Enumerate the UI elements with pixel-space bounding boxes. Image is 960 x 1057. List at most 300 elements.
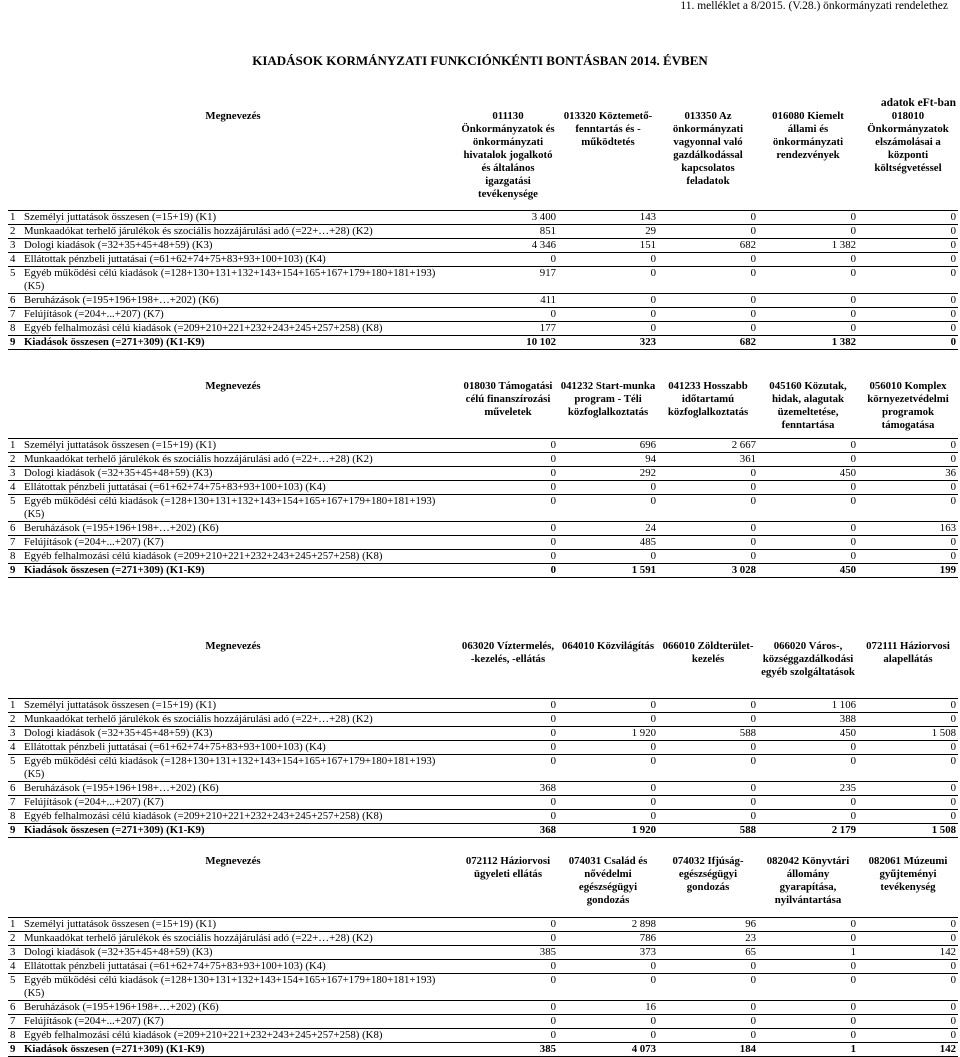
value-cell: 0 [458, 549, 558, 563]
value-cell: 1 508 [858, 823, 958, 837]
table-row [8, 307, 958, 321]
column-header-name: Megnevezés [205, 380, 261, 392]
value-cell: 0 [858, 795, 958, 809]
row-label: Dologi kiadások (=32+35+45+48+59) (K3) [22, 238, 458, 252]
value-cell: 0 [658, 698, 758, 712]
row-number: 9 [8, 335, 22, 349]
row-number: 1 [8, 698, 22, 712]
value-cell: 36 [858, 466, 958, 480]
value-cell: 0 [558, 1014, 658, 1028]
value-cell: 0 [758, 480, 858, 494]
value-cell: 0 [858, 335, 958, 349]
row-number: 8 [8, 549, 22, 563]
row-label: Beruházások (=195+196+198+…+202) (K6) [22, 521, 458, 535]
value-cell: 1 382 [758, 335, 858, 349]
value-cell: 0 [458, 494, 558, 521]
value-cell: 1 [758, 1042, 858, 1056]
column-header-name: Megnevezés [205, 110, 261, 122]
row-label: Ellátottak pénzbeli juttatásai (=61+62+74+75+83+93+100+103) (K4) [22, 959, 458, 973]
value-cell: 0 [458, 754, 558, 781]
row-label: Egyéb működési célú kiadások (=128+130+131+132+143+154+165+167+179+180+181+193) (K5) [22, 266, 458, 293]
value-cell: 0 [658, 973, 758, 1000]
value-cell: 0 [658, 224, 758, 238]
table-row [8, 224, 958, 238]
value-cell: 0 [458, 931, 558, 945]
row-label: Felújítások (=204+...+207) (K7) [22, 1014, 458, 1028]
column-header-name: Megnevezés [205, 855, 261, 867]
value-cell: 0 [658, 210, 758, 224]
value-cell: 0 [658, 1028, 758, 1042]
table-row [8, 1000, 958, 1014]
value-cell: 0 [858, 754, 958, 781]
value-cell: 323 [558, 335, 658, 349]
row-label: Ellátottak pénzbeli juttatásai (=61+62+74+75+83+93+100+103) (K4) [22, 252, 458, 266]
value-cell: 0 [558, 321, 658, 335]
value-cell: 0 [658, 1000, 758, 1014]
value-cell: 0 [758, 252, 858, 266]
row-label: Beruházások (=195+196+198+…+202) (K6) [22, 293, 458, 307]
value-cell: 0 [558, 712, 658, 726]
row-label: Munkaadókat terhelő járulékok és szociális hozzájárulási adó (=22+…+28) (K2) [22, 224, 458, 238]
value-cell: 588 [658, 726, 758, 740]
header-note: 11. melléklet a 8/2015. (V.28.) önkormányzati rendelethez [680, 0, 948, 12]
expense-table-3 [8, 640, 958, 838]
row-label: Munkaadókat terhelő járulékok és szociális hozzájárulási adó (=22+…+28) (K2) [22, 931, 458, 945]
column-header: 011130 Önkormányzatok és önkormányzati hivatalok jogalkotó és általános igazgatási tevékenysége [461, 110, 555, 200]
row-label: Egyéb felhalmozási célú kiadások (=209+210+221+232+243+245+257+258) (K8) [22, 321, 458, 335]
table-row [8, 210, 958, 224]
value-cell: 0 [858, 549, 958, 563]
row-label: Felújítások (=204+...+207) (K7) [22, 307, 458, 321]
column-header: 013320 Köztemető-fenntartás és -működtetés [563, 110, 653, 148]
expense-table-2 [8, 380, 958, 578]
value-cell: 0 [858, 452, 958, 466]
value-cell: 24 [558, 521, 658, 535]
value-cell: 0 [658, 321, 758, 335]
value-cell: 0 [458, 740, 558, 754]
row-label: Munkaadókat terhelő járulékok és szociális hozzájárulási adó (=22+…+28) (K2) [22, 712, 458, 726]
value-cell: 65 [658, 945, 758, 959]
value-cell: 0 [758, 754, 858, 781]
value-cell: 0 [858, 266, 958, 293]
value-cell: 0 [558, 781, 658, 795]
column-header: 056010 Komplex környezetvédelmi programok támogatása [867, 380, 949, 431]
value-cell: 0 [658, 959, 758, 973]
table-row [8, 252, 958, 266]
value-cell: 0 [758, 809, 858, 823]
value-cell: 682 [658, 238, 758, 252]
value-cell: 0 [858, 931, 958, 945]
value-cell: 0 [858, 973, 958, 1000]
value-cell: 0 [458, 466, 558, 480]
value-cell: 0 [458, 452, 558, 466]
row-number: 3 [8, 945, 22, 959]
row-number: 7 [8, 1014, 22, 1028]
value-cell: 0 [458, 959, 558, 973]
table-row [8, 549, 958, 563]
value-cell: 0 [858, 1014, 958, 1028]
column-header: 063020 Víztermelés, -kezelés, -ellátás [461, 640, 555, 665]
value-cell: 0 [658, 535, 758, 549]
row-label: Személyi juttatások összesen (=15+19) (K1) [22, 438, 458, 452]
value-cell: 1 106 [758, 698, 858, 712]
row-number: 3 [8, 726, 22, 740]
value-cell: 0 [658, 781, 758, 795]
row-label: Kiadások összesen (=271+309) (K1-K9) [22, 1042, 458, 1056]
value-cell: 0 [458, 1014, 558, 1028]
value-cell: 0 [858, 494, 958, 521]
value-cell: 4 073 [558, 1042, 658, 1056]
row-number: 1 [8, 917, 22, 931]
value-cell: 0 [658, 809, 758, 823]
value-cell: 0 [758, 307, 858, 321]
value-cell: 0 [458, 698, 558, 712]
value-cell: 0 [858, 252, 958, 266]
value-cell: 0 [658, 252, 758, 266]
value-cell: 142 [858, 945, 958, 959]
value-cell: 0 [758, 973, 858, 1000]
value-cell: 0 [758, 210, 858, 224]
value-cell: 0 [658, 1014, 758, 1028]
table-row [8, 809, 958, 823]
value-cell: 0 [658, 293, 758, 307]
value-cell: 0 [758, 549, 858, 563]
table-row [8, 931, 958, 945]
value-cell: 29 [558, 224, 658, 238]
value-cell: 0 [658, 466, 758, 480]
table-row [8, 726, 958, 740]
row-number: 5 [8, 494, 22, 521]
value-cell: 0 [758, 1028, 858, 1042]
table-row [8, 1042, 958, 1056]
value-cell: 0 [658, 795, 758, 809]
table-row [8, 466, 958, 480]
row-number: 2 [8, 452, 22, 466]
table-row [8, 494, 958, 521]
value-cell: 0 [458, 809, 558, 823]
value-cell: 1 382 [758, 238, 858, 252]
value-cell: 0 [458, 1028, 558, 1042]
table-row [8, 1028, 958, 1042]
row-label: Felújítások (=204+...+207) (K7) [22, 795, 458, 809]
row-number: 1 [8, 210, 22, 224]
row-number: 9 [8, 1042, 22, 1056]
table-row [8, 712, 958, 726]
value-cell: 361 [658, 452, 758, 466]
table-row [8, 438, 958, 452]
row-label: Személyi juttatások összesen (=15+19) (K1) [22, 917, 458, 931]
value-cell: 682 [658, 335, 758, 349]
column-header: 016080 Kiemelt állami és önkormányzati rendezvények [772, 110, 844, 161]
value-cell: 917 [458, 266, 558, 293]
value-cell: 485 [558, 535, 658, 549]
value-cell: 0 [458, 712, 558, 726]
value-cell: 450 [758, 726, 858, 740]
row-number: 8 [8, 809, 22, 823]
value-cell: 0 [858, 293, 958, 307]
value-cell: 0 [758, 535, 858, 549]
column-header: 074032 Ifjúság-egészségügyi gondozás [672, 855, 744, 893]
table-row [8, 917, 958, 931]
row-number: 6 [8, 1000, 22, 1014]
value-cell: 0 [558, 740, 658, 754]
value-cell: 0 [758, 224, 858, 238]
row-label: Dologi kiadások (=32+35+45+48+59) (K3) [22, 726, 458, 740]
value-cell: 0 [658, 549, 758, 563]
value-cell: 96 [658, 917, 758, 931]
value-cell: 151 [558, 238, 658, 252]
row-number: 9 [8, 563, 22, 577]
value-cell: 163 [858, 521, 958, 535]
page-title: KIADÁSOK KORMÁNYZATI FUNKCIÓNKÉNTI BONTÁSBAN 2014. ÉVBEN [252, 53, 708, 68]
value-cell: 1 [758, 945, 858, 959]
value-cell: 0 [558, 252, 658, 266]
value-cell: 235 [758, 781, 858, 795]
table-row [8, 480, 958, 494]
row-label: Dologi kiadások (=32+35+45+48+59) (K3) [22, 945, 458, 959]
row-number: 7 [8, 795, 22, 809]
table-row [8, 973, 958, 1000]
value-cell: 0 [858, 480, 958, 494]
table-row [8, 823, 958, 837]
value-cell: 368 [458, 781, 558, 795]
value-cell: 0 [558, 795, 658, 809]
value-cell: 0 [858, 698, 958, 712]
value-cell: 0 [858, 238, 958, 252]
row-label: Dologi kiadások (=32+35+45+48+59) (K3) [22, 466, 458, 480]
value-cell: 0 [758, 452, 858, 466]
value-cell: 0 [458, 726, 558, 740]
value-cell: 143 [558, 210, 658, 224]
row-number: 9 [8, 823, 22, 837]
row-number: 7 [8, 307, 22, 321]
value-cell: 0 [758, 959, 858, 973]
value-cell: 0 [758, 917, 858, 931]
value-cell: 368 [458, 823, 558, 837]
value-cell: 0 [458, 307, 558, 321]
row-label: Egyéb működési célú kiadások (=128+130+131+132+143+154+165+167+179+180+181+193) (K5) [22, 494, 458, 521]
row-number: 1 [8, 438, 22, 452]
table-row [8, 535, 958, 549]
row-number: 5 [8, 754, 22, 781]
column-header: 072112 Háziorvosi ügyeleti ellátás [465, 855, 551, 880]
row-number: 7 [8, 535, 22, 549]
row-label: Egyéb felhalmozási célú kiadások (=209+210+221+232+243+245+257+258) (K8) [22, 549, 458, 563]
value-cell: 0 [858, 809, 958, 823]
value-cell: 0 [758, 931, 858, 945]
value-cell: 0 [658, 307, 758, 321]
row-number: 3 [8, 238, 22, 252]
table-row [8, 563, 958, 577]
value-cell: 0 [758, 795, 858, 809]
row-label: Egyéb felhalmozási célú kiadások (=209+210+221+232+243+245+257+258) (K8) [22, 809, 458, 823]
table-row [8, 754, 958, 781]
value-cell: 0 [858, 307, 958, 321]
value-cell: 0 [658, 494, 758, 521]
value-cell: 0 [658, 266, 758, 293]
value-cell: 0 [858, 1000, 958, 1014]
value-cell: 3 028 [658, 563, 758, 577]
table-row [8, 945, 958, 959]
value-cell: 0 [858, 917, 958, 931]
value-cell: 0 [458, 252, 558, 266]
value-cell: 0 [758, 438, 858, 452]
value-cell: 0 [458, 535, 558, 549]
row-label: Személyi juttatások összesen (=15+19) (K1) [22, 698, 458, 712]
value-cell: 0 [858, 781, 958, 795]
value-cell: 142 [858, 1042, 958, 1056]
column-header: 041233 Hosszabb időtartamú közfoglalkoztatás [667, 380, 749, 418]
value-cell: 0 [458, 1000, 558, 1014]
row-label: Ellátottak pénzbeli juttatásai (=61+62+74+75+83+93+100+103) (K4) [22, 480, 458, 494]
value-cell: 184 [658, 1042, 758, 1056]
row-label: Egyéb működési célú kiadások (=128+130+131+132+143+154+165+167+179+180+181+193) (K5) [22, 754, 458, 781]
row-label: Kiadások összesen (=271+309) (K1-K9) [22, 823, 458, 837]
row-number: 6 [8, 781, 22, 795]
value-cell: 0 [458, 795, 558, 809]
expense-table-1 [8, 110, 958, 350]
value-cell: 385 [458, 945, 558, 959]
value-cell: 0 [458, 521, 558, 535]
column-header: 066020 Város-, községgazdálkodási egyéb szolgáltatások [761, 640, 855, 678]
value-cell: 450 [758, 563, 858, 577]
value-cell: 373 [558, 945, 658, 959]
value-cell: 786 [558, 931, 658, 945]
table-row [8, 1014, 958, 1028]
row-number: 2 [8, 712, 22, 726]
row-label: Felújítások (=204+...+207) (K7) [22, 535, 458, 549]
table-row [8, 959, 958, 973]
value-cell: 23 [658, 931, 758, 945]
value-cell: 0 [558, 1028, 658, 1042]
table-row [8, 698, 958, 712]
row-label: Kiadások összesen (=271+309) (K1-K9) [22, 563, 458, 577]
value-cell: 0 [558, 754, 658, 781]
value-cell: 0 [858, 740, 958, 754]
value-cell: 696 [558, 438, 658, 452]
value-cell: 199 [858, 563, 958, 577]
value-cell: 0 [558, 549, 658, 563]
expense-table-4 [8, 855, 958, 1057]
value-cell: 16 [558, 1000, 658, 1014]
value-cell: 10 102 [458, 335, 558, 349]
value-cell: 0 [558, 480, 658, 494]
value-cell: 1 508 [858, 726, 958, 740]
value-cell: 0 [658, 521, 758, 535]
table-row [8, 238, 958, 252]
row-label: Személyi juttatások összesen (=15+19) (K1) [22, 210, 458, 224]
value-cell: 2 179 [758, 823, 858, 837]
value-cell: 388 [758, 712, 858, 726]
value-cell: 0 [558, 959, 658, 973]
value-cell: 0 [858, 1028, 958, 1042]
value-cell: 0 [558, 307, 658, 321]
value-cell: 0 [758, 321, 858, 335]
value-cell: 851 [458, 224, 558, 238]
column-header: 041232 Start-munka program - Téli közfoglalkoztatás [560, 380, 656, 418]
value-cell: 177 [458, 321, 558, 335]
row-number: 8 [8, 1028, 22, 1042]
row-label: Ellátottak pénzbeli juttatásai (=61+62+74+75+83+93+100+103) (K4) [22, 740, 458, 754]
value-cell: 0 [758, 293, 858, 307]
column-header: 082061 Múzeumi gyűjteményi tevékenység [868, 855, 948, 893]
value-cell: 3 400 [458, 210, 558, 224]
row-label: Egyéb működési célú kiadások (=128+130+131+132+143+154+165+167+179+180+181+193) (K5) [22, 973, 458, 1000]
value-cell: 0 [458, 973, 558, 1000]
value-cell: 0 [458, 480, 558, 494]
value-cell: 0 [658, 480, 758, 494]
row-number: 5 [8, 266, 22, 293]
row-number: 3 [8, 466, 22, 480]
row-number: 2 [8, 931, 22, 945]
column-header-name: Megnevezés [205, 640, 261, 652]
value-cell: 0 [558, 293, 658, 307]
value-cell: 4 346 [458, 238, 558, 252]
row-number: 2 [8, 224, 22, 238]
value-cell: 292 [558, 466, 658, 480]
value-cell: 1 920 [558, 726, 658, 740]
row-label: Kiadások összesen (=271+309) (K1-K9) [22, 335, 458, 349]
table-row [8, 521, 958, 535]
column-header: 064010 Közvilágítás [561, 640, 655, 652]
value-cell: 0 [858, 438, 958, 452]
value-cell: 588 [658, 823, 758, 837]
value-cell: 1 920 [558, 823, 658, 837]
value-cell: 385 [458, 1042, 558, 1056]
value-cell: 94 [558, 452, 658, 466]
row-number: 4 [8, 740, 22, 754]
column-header: 072111 Háziorvosi alapellátás [866, 640, 950, 665]
row-label: Munkaadókat terhelő járulékok és szociális hozzájárulási adó (=22+…+28) (K2) [22, 452, 458, 466]
row-label: Beruházások (=195+196+198+…+202) (K6) [22, 1000, 458, 1014]
value-cell: 0 [858, 321, 958, 335]
value-cell: 0 [758, 494, 858, 521]
value-cell: 0 [658, 740, 758, 754]
value-cell: 0 [558, 809, 658, 823]
table-row [8, 321, 958, 335]
row-number: 4 [8, 959, 22, 973]
value-cell: 0 [458, 438, 558, 452]
table-row [8, 781, 958, 795]
column-header: 066010 Zöldterület-kezelés [662, 640, 754, 665]
table-row [8, 740, 958, 754]
value-cell: 0 [758, 740, 858, 754]
value-cell: 0 [858, 959, 958, 973]
value-cell: 0 [758, 521, 858, 535]
value-cell: 450 [758, 466, 858, 480]
value-cell: 2 667 [658, 438, 758, 452]
row-number: 4 [8, 480, 22, 494]
table-row [8, 266, 958, 293]
row-number: 6 [8, 293, 22, 307]
column-header: 082042 Könyvtári állomány gyarapítása, nyilvántartása [766, 855, 850, 906]
row-label: Beruházások (=195+196+198+…+202) (K6) [22, 781, 458, 795]
value-cell: 0 [858, 210, 958, 224]
unit-note: adatok eFt-ban [880, 97, 956, 109]
value-cell: 0 [658, 712, 758, 726]
row-label: Egyéb felhalmozási célú kiadások (=209+210+221+232+243+245+257+258) (K8) [22, 1028, 458, 1042]
value-cell: 0 [858, 535, 958, 549]
row-number: 5 [8, 973, 22, 1000]
row-number: 8 [8, 321, 22, 335]
table-row [8, 293, 958, 307]
table-row [8, 795, 958, 809]
value-cell: 0 [458, 563, 558, 577]
value-cell: 0 [658, 754, 758, 781]
value-cell: 0 [858, 224, 958, 238]
row-number: 4 [8, 252, 22, 266]
column-header: 013350 Az önkormányzati vagyonnal való gazdálkodással kapcsolatos feladatok [672, 110, 744, 187]
